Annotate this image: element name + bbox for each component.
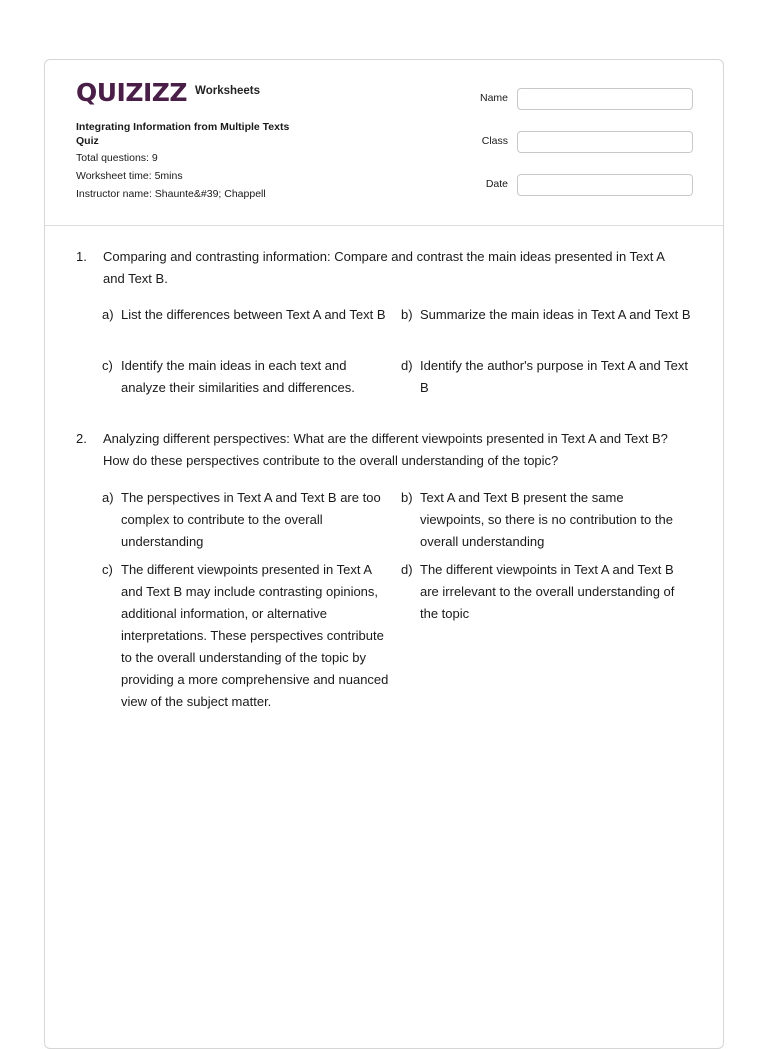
option-text: Identify the main ideas in each text and analyze their similarities and differences. (121, 358, 355, 395)
total-questions: Total questions: 9 (76, 152, 158, 164)
option-letter: a) (102, 490, 114, 505)
question-text: Comparing and contrasting information: Compare and contrast the main ideas presented in Text A and Text B. (103, 249, 665, 286)
date-label: Date (485, 178, 508, 190)
option-text: The different viewpoints in Text A and Text B are irrelevant to the overall understanding of the topic (420, 562, 675, 621)
option-2b[interactable] (401, 487, 691, 553)
option-letter: a) (102, 307, 114, 322)
option-text: Summarize the main ideas in Text A and Text B (420, 307, 691, 322)
option-text: Identify the author's purpose in Text A and Text B (420, 358, 688, 395)
question-number: 1. (76, 249, 87, 264)
quizizz-logo: QUIZIZZ (76, 78, 188, 107)
option-2a[interactable] (102, 487, 392, 553)
date-field[interactable] (517, 174, 693, 196)
quiz-title-block (76, 120, 336, 148)
option-2d[interactable] (401, 559, 691, 625)
name-label: Name (479, 92, 508, 104)
worksheet-time: Worksheet time: 5mins (76, 170, 183, 182)
class-label: Class (481, 135, 508, 147)
option-1a[interactable] (102, 304, 392, 326)
instructor-name: Instructor name: Shaunte&#39; Chappell (76, 188, 266, 200)
option-letter: d) (401, 358, 413, 373)
question-number: 2. (76, 431, 87, 446)
option-text: Text A and Text B present the same viewpoints, so there is no contribution to the overall understanding (420, 490, 673, 549)
question-2 (76, 428, 686, 472)
option-letter: c) (102, 562, 113, 577)
option-1d[interactable] (401, 355, 691, 399)
quiz-title: Integrating Information from Multiple Texts (76, 121, 290, 133)
option-1b[interactable] (401, 304, 691, 326)
option-text: The different viewpoints presented in Text A and Text B may include contrasting opinions, additional information, or alternative interpretations. These perspectives contribute to the overall understanding of the topic by providing a more comprehensive and nuanced view of the subject matter. (121, 562, 389, 709)
option-letter: b) (401, 490, 413, 505)
brand (76, 80, 260, 106)
option-text: The perspectives in Text A and Text B are too complex to contribute to the overall understanding (121, 490, 381, 549)
option-letter: d) (401, 562, 413, 577)
option-1c[interactable] (102, 355, 392, 399)
option-2c[interactable] (102, 559, 392, 713)
option-letter: b) (401, 307, 413, 322)
brand-subtitle: Worksheets (195, 85, 261, 97)
option-letter: c) (102, 358, 113, 373)
quiz-type: Quiz (76, 135, 99, 147)
worksheet-page (44, 59, 724, 1049)
name-field[interactable] (517, 88, 693, 110)
question-text: Analyzing different perspectives: What are the different viewpoints presented in Text A and Text B? How do these perspectives contribute to the overall understanding of the topic? (103, 431, 668, 468)
option-text: List the differences between Text A and Text B (121, 307, 386, 322)
question-1 (76, 246, 686, 290)
worksheet-header (45, 60, 723, 226)
class-field[interactable] (517, 131, 693, 153)
